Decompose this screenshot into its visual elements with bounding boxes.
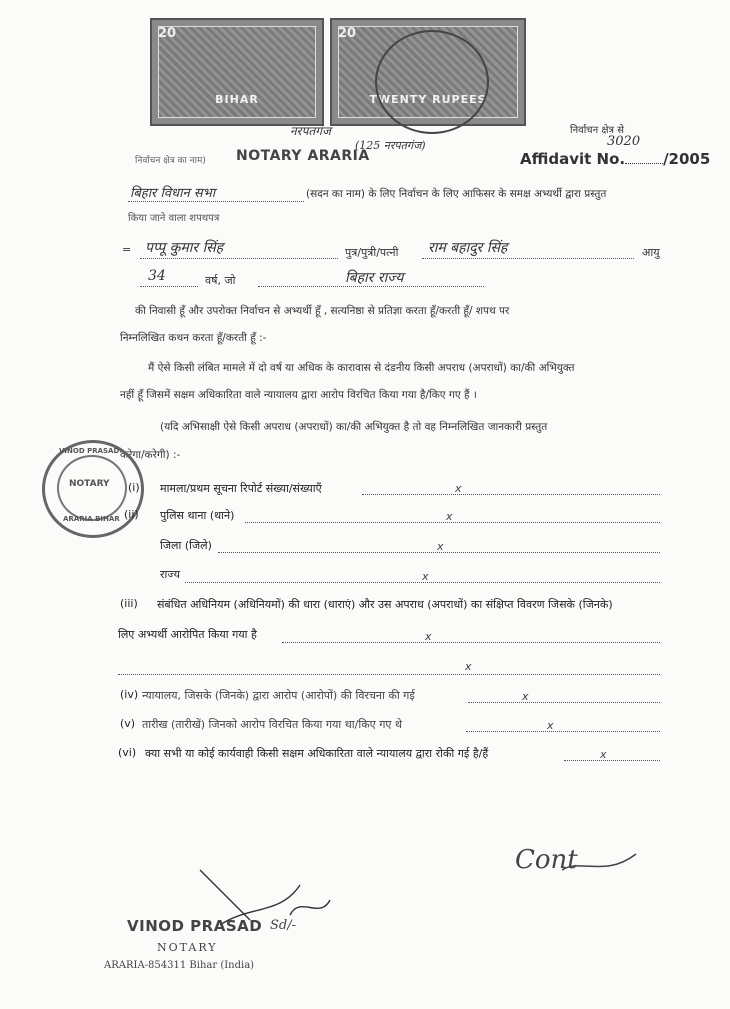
item-number: (v) [120, 717, 136, 730]
cross-mark: x [600, 748, 607, 761]
relation-label: पुत्र/पुत्री/पत्नी [345, 246, 399, 259]
notary-title: NOTARY [157, 941, 218, 954]
item-label: पुलिस थाना (थाने) [160, 509, 235, 522]
age-label: आयु [642, 246, 660, 259]
item-number: (vi) [118, 746, 137, 759]
notary-name: VINOD PRASAD [127, 917, 263, 935]
para2-line-a: (यदि अभिसाक्षी ऐसे किसी अपराध (अपराधों) का/की अभियुक्त है तो वह निम्नलिखित जानकारी प्रस्तुत [160, 421, 548, 433]
cross-mark: x [437, 540, 444, 553]
item-label: संबंधित अधिनियम (अधिनियमों) की धारा (धाराएं) और उस अपराध (अपराधों) का संक्षिप्त विवरण जिसके (जिनके) [157, 598, 613, 611]
affidavit-label: Affidavit No. [520, 150, 626, 168]
house-name-handwritten: बिहार विधान सभा [130, 186, 216, 201]
notary-initials: Sd/- [270, 918, 296, 933]
item-number: (iv) [120, 688, 139, 701]
affidavit-number [520, 150, 710, 168]
notary-header: NOTARY ARARIA [236, 148, 370, 164]
handwritten-constituency: नरपतगंज [290, 124, 331, 138]
signature-stroke [560, 848, 640, 878]
cross-mark: x [455, 482, 462, 495]
state-value: बिहार राज्य [345, 270, 404, 286]
statement-line: निम्नलिखित कथन करता हूँ/करती हूँ :- [120, 332, 267, 344]
age-value: 34 [148, 268, 166, 284]
seal-bottom-text: ARARIA BIHAR [63, 515, 120, 523]
item-label: तारीख (तारीखें) जिनको आरोप विरचित किया गया था/किए गए थे [142, 718, 403, 731]
constituency-label: निर्वाचन क्षेत्र से [570, 125, 624, 136]
item-label: जिला (जिले) [160, 539, 212, 552]
item-number: (i) [128, 481, 140, 494]
para2-line-b: करेगा/करेगी) :- [120, 449, 181, 461]
para1-line-b: नहीं हूँ जिसमें सक्षम अधिकारिता वाले न्यायालय द्वारा आरोप विरचित किया गया है/किए गए हैं । [120, 389, 477, 401]
item-label: क्या सभी या कोई कार्यवाही किसी सक्षम अधिकारिता वाले न्यायालय द्वारा रोकी गई है/हैं [145, 747, 489, 760]
continued-signature: Cont [515, 845, 578, 875]
item-label: राज्य [160, 568, 181, 581]
cross-mark: x [522, 690, 529, 703]
item-label-cont: लिए अभ्यर्थी आरोपित किया गया है [118, 628, 257, 641]
years-label: वर्ष, जो [205, 274, 236, 287]
cross-mark: x [446, 510, 453, 523]
affidavit-year: /2005 [663, 150, 711, 168]
seal-top-text: VINOD PRASAD [59, 447, 120, 455]
constituency-number: 3020 [607, 134, 641, 149]
stamp-value: 20 [158, 26, 177, 41]
notary-prefix: निर्वाचन क्षेत्र का नाम) [135, 156, 206, 166]
handwritten-constituency-number: (125 नरपतगंज) [355, 139, 426, 152]
item-label: मामला/प्रथम सूचना रिपोर्ट संख्या/संख्याएँ [160, 482, 322, 495]
stamp-caption: BIHAR [215, 93, 259, 106]
candidate-name: पप्पू कुमार सिंह [145, 240, 224, 256]
stamp-caption: TWENTY RUPEES [369, 93, 487, 106]
cross-mark: x [422, 570, 429, 583]
intro-line-2: किया जाने वाला शपथपत्र [128, 213, 220, 224]
stamp-paper-left [150, 18, 324, 126]
item-label: न्यायालय, जिसके (जिनके) द्वारा आरोप (आरोपों) की विरचना की गई [142, 689, 415, 702]
father-name: राम बहादुर सिंह [428, 240, 508, 256]
stamp-value: 20 [338, 26, 357, 41]
resident-line: की निवासी हूँ और उपरोक्त निर्वाचन से अभ्यर्थी हूँ , सत्यनिष्ठा से प्रतिज्ञा करता हूँ/करती हूँ/ शपथ पर [135, 305, 510, 317]
cross-mark: x [425, 630, 432, 643]
postmark-seal [375, 30, 489, 134]
item-number: (iii) [120, 597, 138, 610]
seal-center-text: NOTARY [69, 479, 110, 489]
item-number: (ii) [124, 508, 139, 521]
notary-address: ARARIA-854311 Bihar (India) [104, 960, 255, 971]
para1-line-a: मैं ऐसे किसी लंबित मामले में दो वर्ष या अधिक के कारावास से दंडनीय किसी अपराध (अपराधों) का/की अभियुक्त [148, 362, 575, 374]
cross-mark: x [547, 719, 554, 732]
intro-line-1: (सदन का नाम) के लिए निर्वाचन के लिए आफिसर के समक्ष अभ्यर्थी द्वारा प्रस्तुत [306, 188, 607, 200]
cross-mark: x [465, 660, 472, 673]
